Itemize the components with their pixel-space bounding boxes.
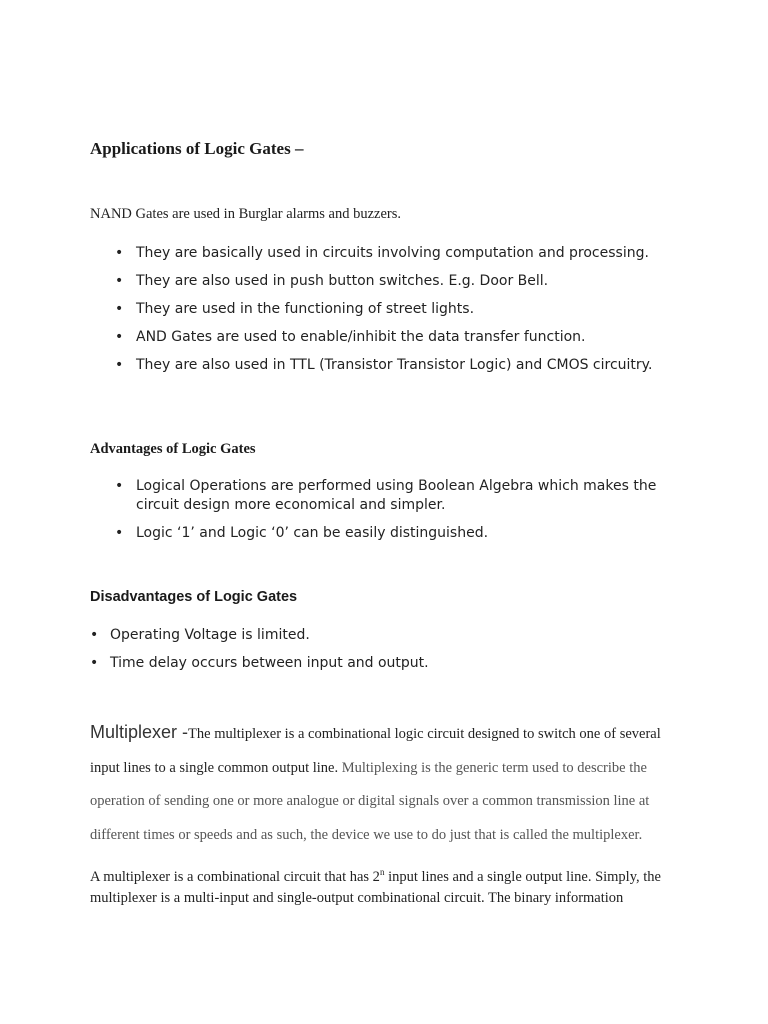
applications-heading: Applications of Logic Gates – <box>90 139 304 158</box>
list-item: • They are also used in push button switches. E.g. Door Bell. <box>115 273 549 289</box>
applications-list <box>90 244 690 384</box>
bullet-icon: • <box>115 357 124 373</box>
multiplexer-section <box>90 716 690 852</box>
bullet-icon: • <box>115 329 124 345</box>
multiplexer-line-2: input lines to a single common output line. Multiplexing is the generic term used to describe the <box>90 759 647 776</box>
list-item: • Logic ‘1’ and Logic ‘0’ can be easily distinguished. <box>115 525 489 541</box>
nand-intro-text: NAND Gates are used in Burglar alarms and buzzers. <box>90 206 401 222</box>
list-item: • AND Gates are used to enable/inhibit the data transfer function. <box>115 329 586 345</box>
bullet-icon: • <box>115 301 124 317</box>
list-item: • They are also used in TTL (Transistor Transistor Logic) and CMOS circuitry. <box>115 357 653 373</box>
bullet-icon: • <box>115 525 124 541</box>
disadvantages-heading: Disadvantages of Logic Gates <box>90 589 298 605</box>
list-item: • They are used in the functioning of street lights. <box>115 301 475 317</box>
multiplexer-line-3: operation of sending one or more analogue or digital signals over a common transmission line at <box>90 793 650 809</box>
bullet-icon: • <box>115 273 124 289</box>
multiplexer-title: Multiplexer - <box>90 722 189 742</box>
multiplexer-line-4: different times or speeds and as such, the device we use to do just that is called the multiplexer. <box>90 826 643 843</box>
bullet-icon: • <box>115 478 124 494</box>
list-item: • Operating Voltage is limited. <box>90 627 310 643</box>
list-item: • Time delay occurs between input and output. <box>90 655 429 671</box>
bullet-icon: • <box>90 655 99 671</box>
multiplexer-line-1: Multiplexer -The multiplexer is a combinational logic circuit designed to switch one of several <box>90 722 661 742</box>
list-item: • Logical Operations are performed using Boolean Algebra which makes the circuit design more economical and simpler. <box>115 478 657 513</box>
bullet-icon: • <box>115 245 124 261</box>
multiplexer-paragraph: A multiplexer is a combinational circuit that has 2$^n$ input lines and a single output line. Simply, the multiplexer is a multi-input and single-output combinational circuit. The binary information <box>90 867 661 907</box>
disadvantages-list <box>90 626 690 682</box>
list-item: • They are basically used in circuits involving computation and processing. <box>115 245 649 261</box>
advantages-list <box>90 477 690 552</box>
advantages-heading: Advantages of Logic Gates <box>90 441 256 457</box>
bullet-icon: • <box>90 627 99 643</box>
